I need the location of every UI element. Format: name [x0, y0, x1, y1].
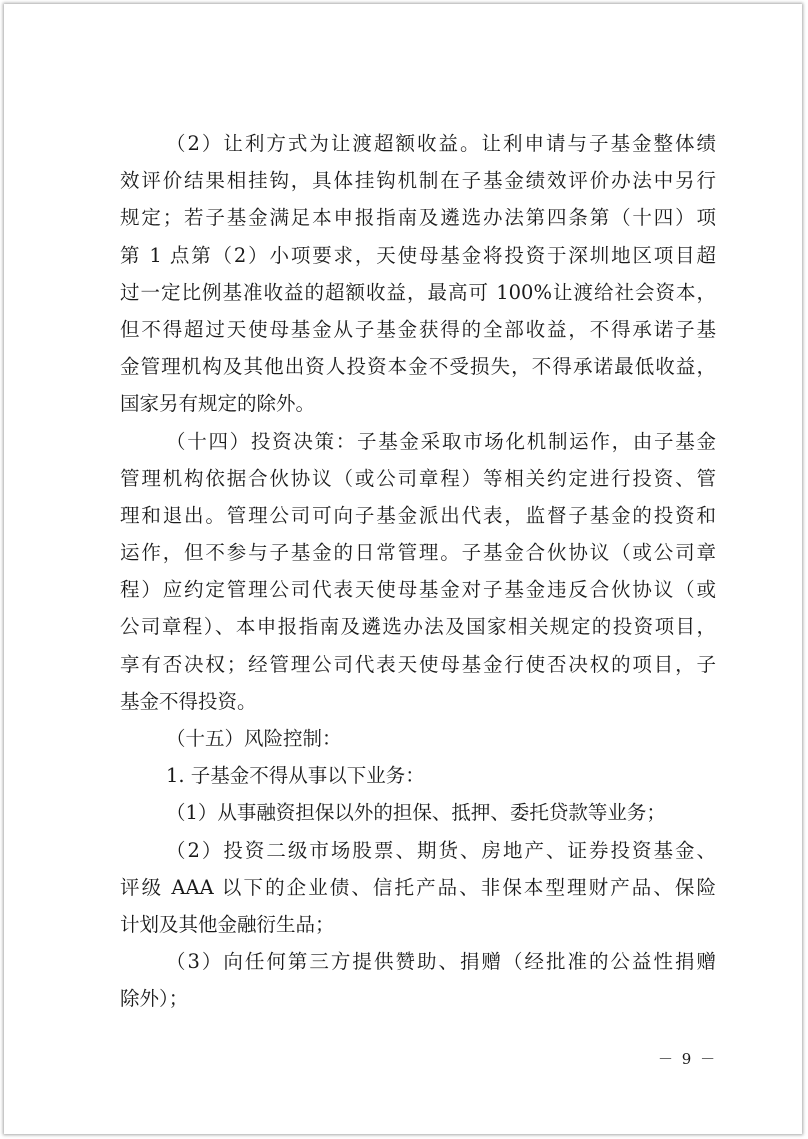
text-line: 效评价结果相挂钩，具体挂钩机制在子基金绩效评价办法中另行: [120, 169, 716, 193]
section-heading: （十五）风险控制：: [166, 727, 342, 750]
text-line: 第 1 点第（2）小项要求，天使母基金将投资于深圳地区项目超: [120, 243, 716, 267]
text-line: （十四）投资决策：子基金采取市场化机制运作，由子基金: [166, 429, 716, 453]
text-line: （1）从事融资担保以外的担保、抵押、委托贷款等业务；: [166, 801, 666, 825]
document-body: [120, 125, 716, 1018]
text-line: 程）应约定管理公司代表天使母基金对子基金违反合伙协议（或: [120, 578, 716, 602]
text-line: 金管理机构及其他出资人投资本金不受损失，不得承诺最低收益，: [120, 355, 716, 379]
text-line: 国家另有规定的除外。: [120, 392, 316, 416]
text-line: 运作，但不参与子基金的日常管理。子基金合伙协议（或公司章: [120, 541, 716, 565]
text-line: 计划及其他金融衍生品；: [120, 912, 335, 936]
text-line: 公司章程）、本申报指南及遴选办法及国家相关规定的投资项目，: [120, 615, 716, 639]
text-line: 过一定比例基准收益的超额收益，最高可 100%让渡给社会资本，: [120, 280, 716, 304]
text-line: 基金不得投资。: [120, 689, 257, 713]
text-line: 除外）；: [120, 987, 189, 1011]
text-line: 规定；若子基金满足本申报指南及遴选办法第四条第（十四）项: [120, 206, 716, 230]
text-line: 1. 子基金不得从事以下业务：: [166, 764, 425, 788]
text-line: （2）让利方式为让渡超额收益。让利申请与子基金整体绩: [166, 132, 716, 155]
text-line: （3）向任何第三方提供赞助、捐赠（经批准的公益性捐赠: [166, 950, 716, 974]
page-number: － 9 －: [658, 1050, 718, 1068]
document-page: [4, 4, 802, 1134]
text-line: 管理机构依据合伙协议（或公司章程）等相关约定进行投资、管: [120, 466, 716, 490]
text-line: （2）投资二级市场股票、期货、房地产、证券投资基金、: [166, 838, 716, 862]
text-line: 评级 AAA 以下的企业债、信托产品、非保本型理财产品、保险: [120, 875, 716, 899]
text-line: 理和退出。管理公司可向子基金派出代表，监督子基金的投资和: [120, 503, 716, 527]
text-line: 但不得超过天使母基金从子基金获得的全部收益，不得承诺子基: [120, 317, 716, 341]
text-line: 享有否决权；经管理公司代表天使母基金行使否决权的项目，子: [120, 652, 716, 676]
